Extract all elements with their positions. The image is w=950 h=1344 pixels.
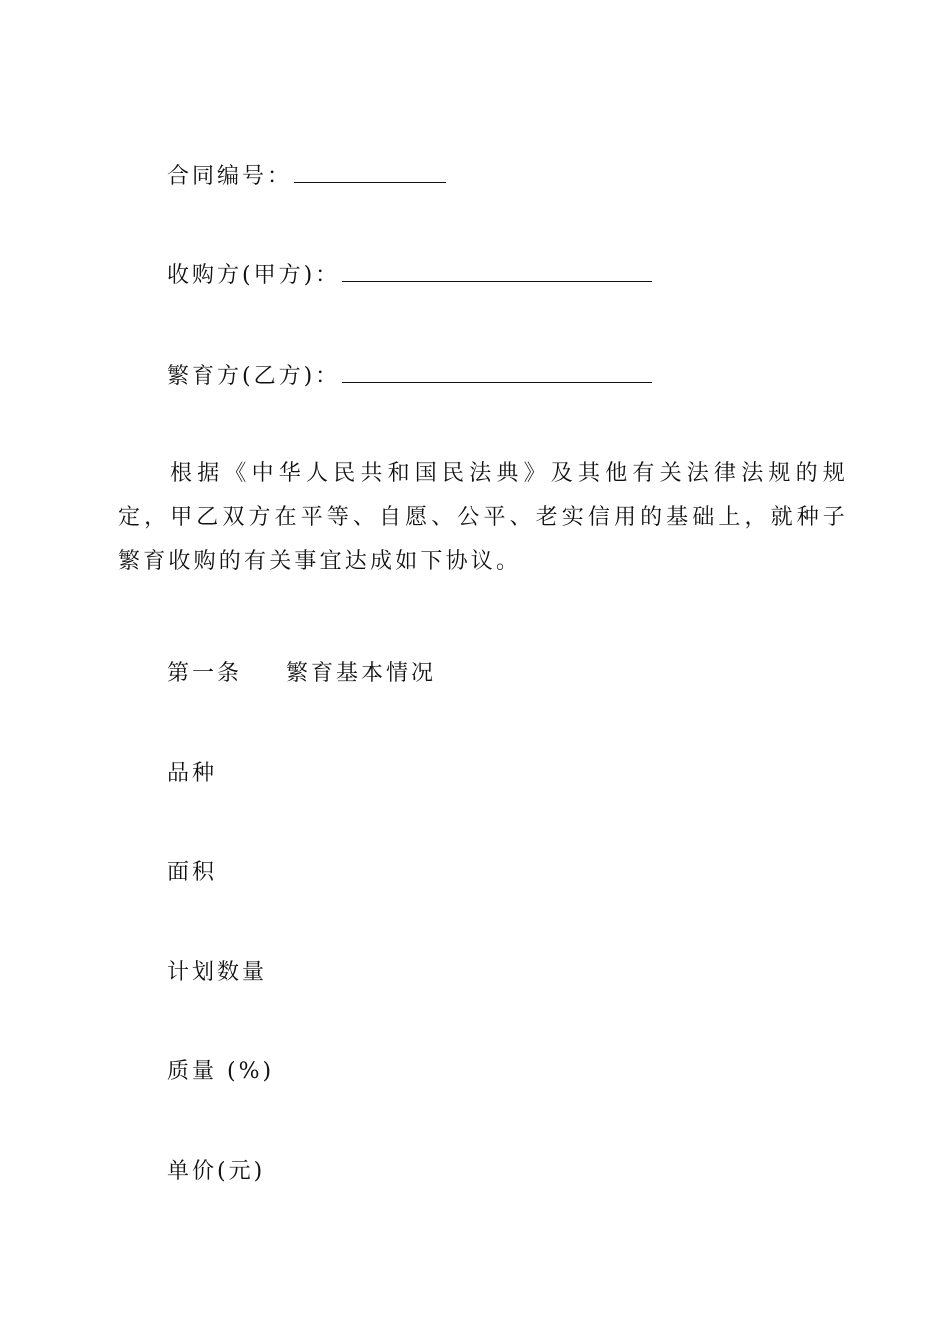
- preamble-paragraph: 根据《中华人民共和国民法典》及其他有关法律法规的规定，甲乙双方在平等、自愿、公平、老实信用的基础上，就种子繁育收购的有关事宜达成如下协议。: [118, 461, 848, 574]
- contract-number-label: 合同编号：: [167, 164, 293, 189]
- article-title: 繁育基本情况: [286, 661, 437, 686]
- item-unit-price: 单价(元): [167, 1159, 266, 1184]
- contract-number-line: [167, 162, 446, 192]
- buyer-label: 收购方(甲方)：: [167, 263, 341, 288]
- item-area: 面积: [167, 860, 218, 885]
- breeder-label: 繁育方(乙方)：: [167, 364, 341, 389]
- item-quality: 质量 (%): [167, 1059, 275, 1084]
- article-number: 第一条: [167, 661, 243, 686]
- contract-number-blank[interactable]: [294, 162, 446, 183]
- breeder-blank[interactable]: [342, 362, 652, 383]
- item-planned-quantity: 计划数量: [167, 960, 268, 985]
- breeder-line: [167, 362, 652, 392]
- buyer-blank[interactable]: [342, 261, 652, 282]
- buyer-line: [167, 261, 652, 291]
- item-variety: 品种: [167, 761, 218, 786]
- article-heading: [167, 659, 436, 689]
